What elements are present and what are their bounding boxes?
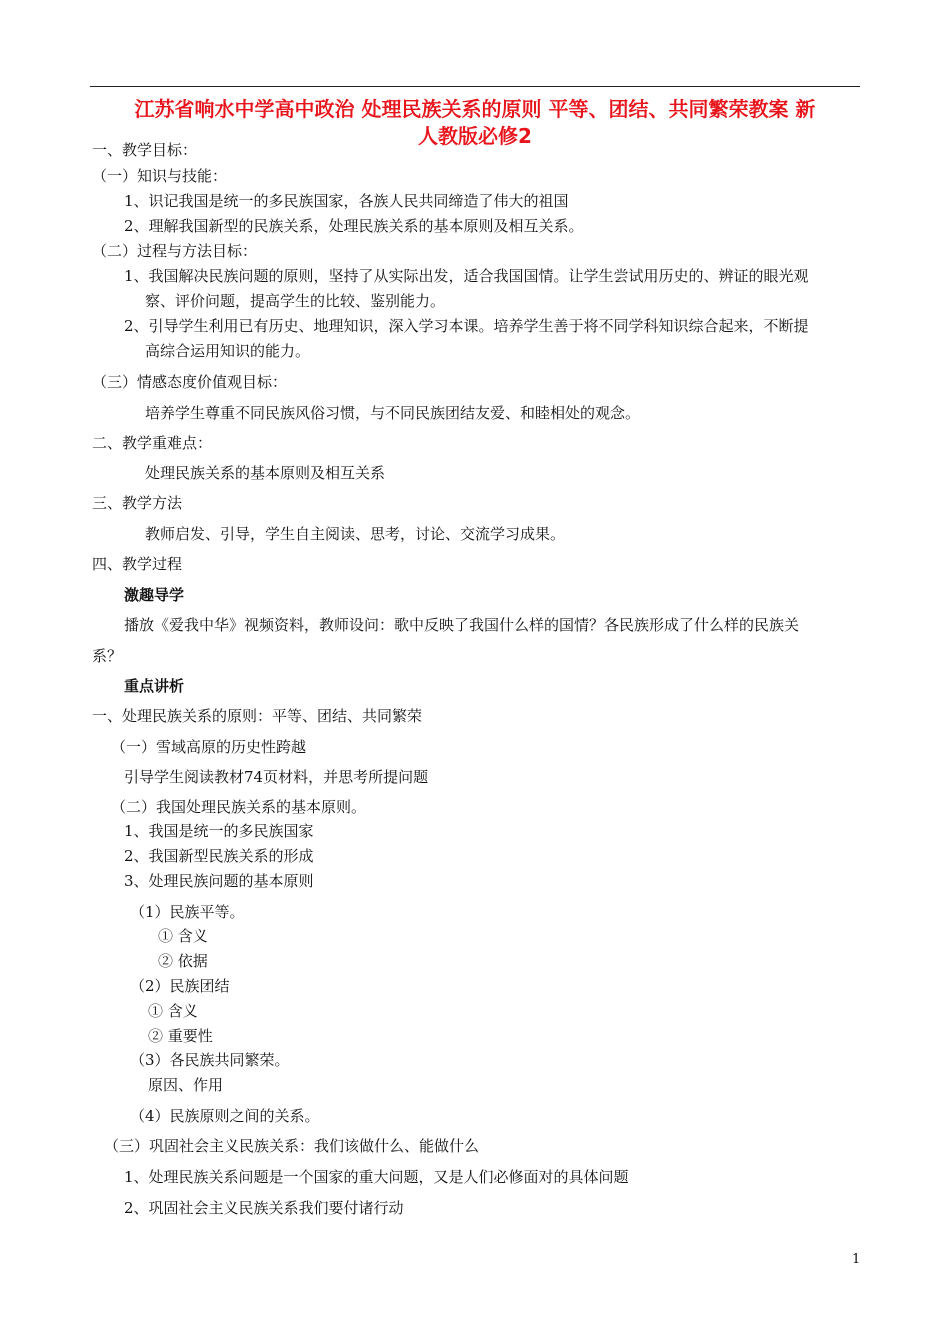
subheading-focus: 重点讲析: [124, 677, 185, 695]
section-heading-keypoints: 二、教学重难点：: [92, 434, 213, 452]
sub-item: （3）各民族共同繁荣。: [130, 1051, 290, 1069]
paragraph: 播放《爱我中华》视频资料，教师设问：歌中反映了我国什么样的国情？各民族形成了什么样的民族关: [124, 616, 800, 634]
sub-sub-item: ② 依据: [158, 952, 208, 970]
paragraph: 处理民族关系的基本原则及相互关系: [145, 464, 386, 482]
list-item: 3、处理民族问题的基本原则: [124, 872, 314, 890]
sub-item: （1）民族平等。: [130, 903, 245, 921]
list-item: 2、巩固社会主义民族关系我们要付诸行动: [124, 1199, 404, 1217]
paragraph: 教师启发、引导，学生自主阅读、思考，讨论、交流学习成果。: [145, 525, 566, 543]
paragraph: 培养学生尊重不同民族风俗习惯，与不同民族团结友爱、和睦相处的观念。: [145, 404, 641, 422]
section-heading-methods: 三、教学方法: [92, 494, 183, 512]
section-heading-objectives: 一、教学目标：: [92, 141, 198, 159]
sub-sub-item: ② 重要性: [148, 1027, 213, 1045]
subsection-process: （二）过程与方法目标：: [92, 242, 258, 260]
sub-item: （4）民族原则之间的关系。: [130, 1107, 320, 1125]
sub-item: （2）民族团结: [130, 977, 230, 995]
sub-sub-item: ① 含义: [158, 927, 208, 945]
sub-sub-item: 原因、作用: [148, 1076, 224, 1094]
paragraph-continued: 系？: [92, 647, 123, 665]
section-heading-process: 四、教学过程: [92, 555, 183, 573]
list-item: 1、处理民族关系问题是一个国家的重大问题，又是人们必修面对的具体问题: [124, 1168, 629, 1186]
subsection-attitude: （三）情感态度价值观目标：: [92, 373, 288, 391]
point-heading: 一、处理民族关系的原则：平等、团结、共同繁荣: [92, 707, 423, 725]
list-item: 1、我国是统一的多民族国家: [124, 822, 314, 840]
paragraph: 引导学生阅读教材74页材料，并思考所提问题: [124, 768, 429, 786]
subsection-knowledge: （一）知识与技能：: [92, 167, 228, 185]
list-item: 2、引导学生利用已有历史、地理知识，深入学习本课。培养学生善于将不同学科知识综合起来，不断提: [124, 317, 809, 335]
subheading-intro: 激趣导学: [124, 586, 185, 604]
list-item: 2、我国新型民族关系的形成: [124, 847, 314, 865]
subsection: （二）我国处理民族关系的基本原则。: [111, 798, 367, 816]
title-line-2: 人教版必修2: [418, 124, 532, 148]
document-title: [88, 96, 862, 150]
page-number: 1: [852, 1252, 861, 1267]
subsection: （三）巩固社会主义民族关系：我们该做什么、能做什么: [104, 1137, 480, 1155]
subsection: （一）雪域高原的历史性跨越: [111, 738, 307, 756]
list-item-continued: 察、评价问题，提高学生的比较、鉴别能力。: [145, 292, 446, 310]
list-item: 1、我国解决民族问题的原则，坚持了从实际出发，适合我国国情。让学生尝试用历史的、辨证的眼光观: [124, 267, 809, 285]
header-rule: [90, 86, 860, 87]
list-item: 2、理解我国新型的民族关系，处理民族关系的基本原则及相互关系。: [124, 217, 584, 235]
title-line-1: 江苏省响水中学高中政治 处理民族关系的原则 平等、团结、共同繁荣教案 新: [134, 97, 816, 121]
list-item: 1、识记我国是统一的多民族国家，各族人民共同缔造了伟大的祖国: [124, 192, 569, 210]
list-item-continued: 高综合运用知识的能力。: [145, 342, 311, 360]
sub-sub-item: ① 含义: [148, 1002, 198, 1020]
